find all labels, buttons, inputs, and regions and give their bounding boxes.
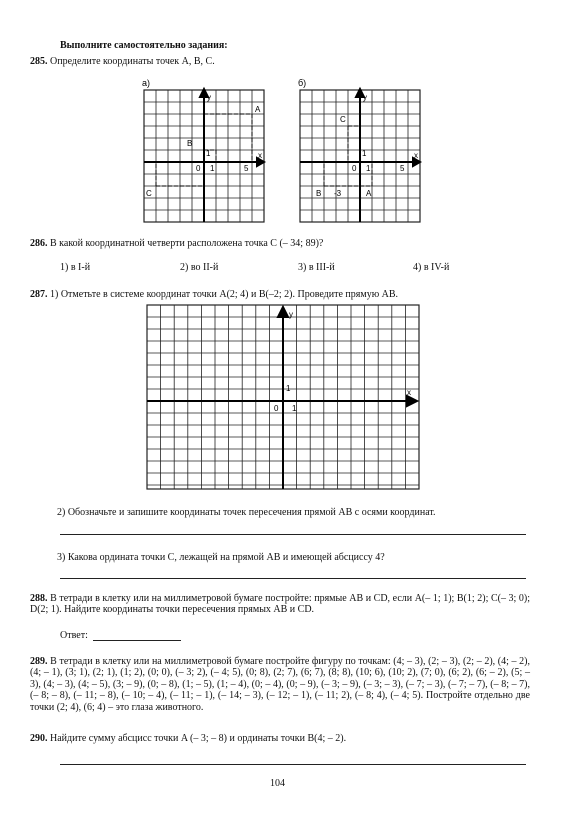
point-c-label: C bbox=[340, 115, 346, 124]
answer-line[interactable] bbox=[60, 578, 526, 579]
grid-label: б) bbox=[298, 78, 307, 88]
unit-x-label: 1 bbox=[210, 164, 215, 173]
point-a-label: A bbox=[255, 105, 261, 114]
task-text: В тетради в клетку или на миллиметровой бумаге постройте фигуру по точкам: (4; – 3), (2; – 3), (2; – 2), (4; – 2), (4; – 1), (3; 1), (2; 1), (1; 2), (0; 0), (– 3; 2), (– 4; 5), (0; 8), (2; 7), (6; 7), (8; 8), (10; 6), (10; 2), (7; 0), (6; 2), (6; – 2), (5; – 3), (4; – 3), (4; – 5), (3; – 9), (0; – 8), (1; – 5), (1; – 4), (0; – 4), (0; – 9), (– 3; – 9), (– 3; – 3), (– 7; – 3), (– 7; – 7), (– 8; – 7), (– 8; – 8), (– 11; – 8), (– 10; – 4), (– 11; – 1), (– 14; – 3), (– 12; – 1), (– 11; 2), (– 8; 4), (– 4; 5). Постройте отдельно две точки (2; 4), (6; 4) – это глаза животного. bbox=[30, 656, 530, 713]
task-286 bbox=[30, 238, 323, 250]
five-label: 5 bbox=[244, 164, 249, 173]
answer-line[interactable] bbox=[60, 534, 526, 535]
task-text: Найдите сумму абсцисс точки A (– 3; – 8) и ординаты точки B(4; – 2). bbox=[50, 733, 347, 744]
task-text: В какой координатной четверти расположена точка C (– 34; 89)? bbox=[50, 238, 324, 249]
task-287-q3: 3) Какова ордината точки C, лежащей на прямой AB и имеющей абсциссу 4? bbox=[57, 552, 385, 563]
option-2: 2) во II-й bbox=[180, 262, 219, 273]
unit-y-label: 1 bbox=[362, 149, 367, 158]
grid-b bbox=[294, 76, 428, 228]
grid-a bbox=[138, 76, 272, 228]
task-number: 286. bbox=[30, 238, 48, 249]
page-number: 104 bbox=[270, 778, 285, 789]
task-number: 285. bbox=[30, 56, 48, 67]
point-a-label: A bbox=[366, 189, 372, 198]
option-4: 4) в IV-й bbox=[413, 262, 450, 273]
origin-label: 0 bbox=[352, 164, 357, 173]
task-285 bbox=[30, 56, 215, 68]
unit-y-label: 1 bbox=[286, 384, 291, 393]
grid-label: а) bbox=[142, 78, 151, 88]
axis-y-label: y bbox=[289, 310, 293, 319]
origin-label: 0 bbox=[274, 404, 279, 413]
five-label: 5 bbox=[400, 164, 405, 173]
task-number: 287. bbox=[30, 289, 48, 300]
task-289 bbox=[30, 656, 530, 713]
grid-c bbox=[145, 303, 425, 493]
task-text: Определите координаты точек A, B, C. bbox=[50, 56, 215, 67]
task-number: 290. bbox=[30, 733, 48, 744]
answer-line[interactable] bbox=[93, 640, 181, 641]
origin-label: 0 bbox=[196, 164, 201, 173]
option-3: 3) в III-й bbox=[298, 262, 335, 273]
task-287 bbox=[30, 289, 398, 301]
axis-x-label: x bbox=[407, 388, 411, 397]
task-number: 289. bbox=[30, 656, 48, 667]
axis-x-label: x bbox=[258, 151, 262, 160]
answer-line[interactable] bbox=[60, 764, 526, 765]
task-288 bbox=[30, 593, 530, 616]
unit-y-label: 1 bbox=[206, 149, 211, 158]
unit-x-label: 1 bbox=[366, 164, 371, 173]
section-heading: Выполните самостоятельно задания: bbox=[60, 40, 228, 51]
axes bbox=[144, 89, 264, 222]
axis-y-label: y bbox=[207, 93, 211, 102]
answer-label: Ответ: bbox=[60, 630, 88, 641]
task-text: В тетради в клетку или на миллиметровой бумаге постройте: прямые AB и CD, если A(– 1; 1); B(1; 2); C(– 3; 0); D(2; 1). Найдите координаты точки пересечения прямых AB и CD. bbox=[30, 593, 531, 616]
option-1: 1) в I-й bbox=[60, 262, 91, 273]
task-290 bbox=[30, 733, 346, 745]
task-number: 288. bbox=[30, 593, 48, 604]
point-b-label: B bbox=[187, 139, 193, 148]
task-text: 1) Отметьте в системе координат точки A(2; 4) и B(–2; 2). Проведите прямую AB. bbox=[50, 289, 399, 300]
task-287-q2: 2) Обозначьте и запишите координаты точек пересечения прямой AB с осями координат. bbox=[57, 507, 436, 518]
unit-x-label: 1 bbox=[292, 404, 297, 413]
axes bbox=[300, 89, 420, 222]
point-b-label: B bbox=[316, 189, 322, 198]
point-c-label: C bbox=[146, 189, 152, 198]
neg3-label: -3 bbox=[334, 189, 342, 198]
axis-x-label: x bbox=[414, 151, 418, 160]
axis-y-label: y bbox=[363, 93, 367, 102]
